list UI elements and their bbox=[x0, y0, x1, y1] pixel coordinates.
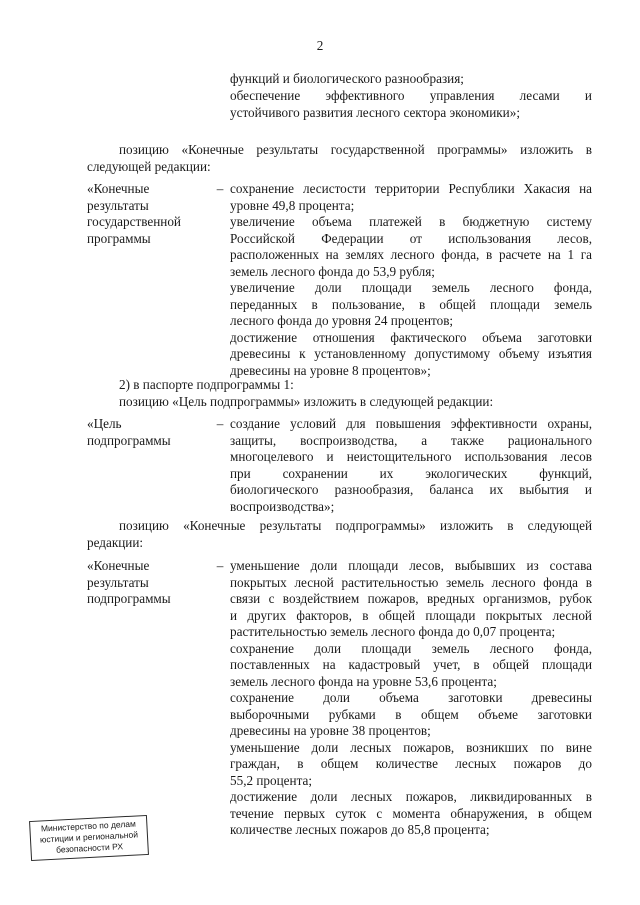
content-line: земель лесного фонда на уровне 53,6 процента; bbox=[230, 673, 497, 689]
intro-line: функций и биологического разнообразия; bbox=[230, 71, 464, 86]
content-line: расположенных на землях лесного фонда, в расчете на 1 га bbox=[230, 247, 592, 262]
ministry-stamp: Министерство по делам юстиции и региональной безопасности РХ bbox=[29, 815, 149, 861]
content-line: увеличение доли площади земель лесного фонда, bbox=[230, 280, 592, 295]
content-line: создание условий для повышения эффективности охраны, bbox=[230, 416, 592, 431]
block3-label: «Конечные результаты подпрограммы bbox=[87, 558, 171, 606]
content-line: количестве лесных пожаров до 85,8 процента; bbox=[230, 822, 490, 837]
content-line: биологического разнообразия, баланса их выбытия и bbox=[230, 482, 592, 497]
block3-dash: – bbox=[216, 558, 224, 573]
content-line: и других факторов, в общей площади покрытых лесной bbox=[230, 607, 592, 623]
content-line: достижение отношения фактического объема заготовки bbox=[230, 329, 592, 345]
content-line: многоцелевого и неистощительного использования лесов bbox=[230, 449, 592, 464]
block3-intro-cont: редакции: bbox=[87, 535, 144, 550]
content-line: переданных в пользование, в общей площади земель bbox=[230, 296, 592, 312]
block1-label: «Конечные результаты государственной программы bbox=[87, 181, 181, 246]
block2-dash: – bbox=[216, 416, 224, 431]
intro-line: обеспечение эффективного управления лесами и bbox=[230, 88, 592, 103]
content-line: воспроизводства»; bbox=[230, 498, 335, 514]
block2-item: 2) в паспорте подпрограммы 1: bbox=[119, 377, 294, 392]
content-line: сохранение лесистости территории Республики Хакасия на bbox=[230, 181, 592, 196]
block2-label: «Цель подпрограммы bbox=[87, 416, 171, 448]
content-line: древесины к установленному допустимому объему изъятия bbox=[230, 346, 592, 361]
content-line: уровне 49,8 процента; bbox=[230, 197, 355, 213]
block1-content bbox=[230, 181, 592, 379]
content-line: поставленных на кадастровый учет, в общей площади bbox=[230, 657, 592, 672]
block1-intro-cont: следующей редакции: bbox=[87, 159, 211, 174]
content-line: земель лесного фонда до 53,9 рубля; bbox=[230, 263, 435, 279]
content-line: древесины на уровне 8 процентов»; bbox=[230, 362, 431, 378]
block1-intro: позицию «Конечные результаты государственной программы» изложить в bbox=[119, 142, 592, 157]
block3-intro: позицию «Конечные результаты подпрограммы» изложить в следующей bbox=[119, 518, 592, 533]
content-line: увеличение объема платежей в бюджетную систему bbox=[230, 214, 592, 229]
block1-dash: – bbox=[216, 181, 224, 196]
content-line: течение первых суток с момента обнаружения, в общем bbox=[230, 805, 592, 821]
page-number: 2 bbox=[316, 38, 324, 53]
intro-line: устойчивого развития лесного сектора экономики»; bbox=[230, 105, 520, 120]
content-line: выборочными рубками в общем объеме заготовки bbox=[230, 706, 592, 722]
content-line: уменьшение доли площади лесов, выбывших из состава bbox=[230, 558, 592, 573]
content-line: уменьшение доли лесных пожаров, возникших по вине bbox=[230, 739, 592, 755]
content-line: защиты, воспроизводства, а также рационального bbox=[230, 432, 592, 448]
content-line: древесины на уровне 38 процентов; bbox=[230, 723, 431, 738]
content-line: 55,2 процента; bbox=[230, 772, 313, 788]
block2-intro: позицию «Цель подпрограммы» изложить в следующей редакции: bbox=[119, 394, 494, 409]
content-line: Российской Федерации от использования лесов, bbox=[230, 230, 592, 246]
content-line: связи с воздействием пожаров, вредных организмов, рубок bbox=[230, 591, 592, 606]
block3-content bbox=[230, 558, 592, 839]
content-line: сохранение доли площади земель лесного фонда, bbox=[230, 640, 592, 656]
content-line: покрытых лесной растительностью земель лесного фонда в bbox=[230, 574, 592, 590]
content-line: растительностью земель лесного фонда до 0,07 процента; bbox=[230, 624, 556, 639]
content-line: лесного фонда до уровня 24 процентов; bbox=[230, 313, 454, 328]
block2-content bbox=[230, 416, 592, 515]
content-line: при сохранении их экологических функций, bbox=[230, 465, 592, 481]
content-line: достижение доли лесных пожаров, ликвидированных в bbox=[230, 789, 592, 804]
content-line: сохранение доли объема заготовки древесины bbox=[230, 690, 592, 705]
content-line: граждан, в общем количестве лесных пожаров до bbox=[230, 756, 592, 771]
